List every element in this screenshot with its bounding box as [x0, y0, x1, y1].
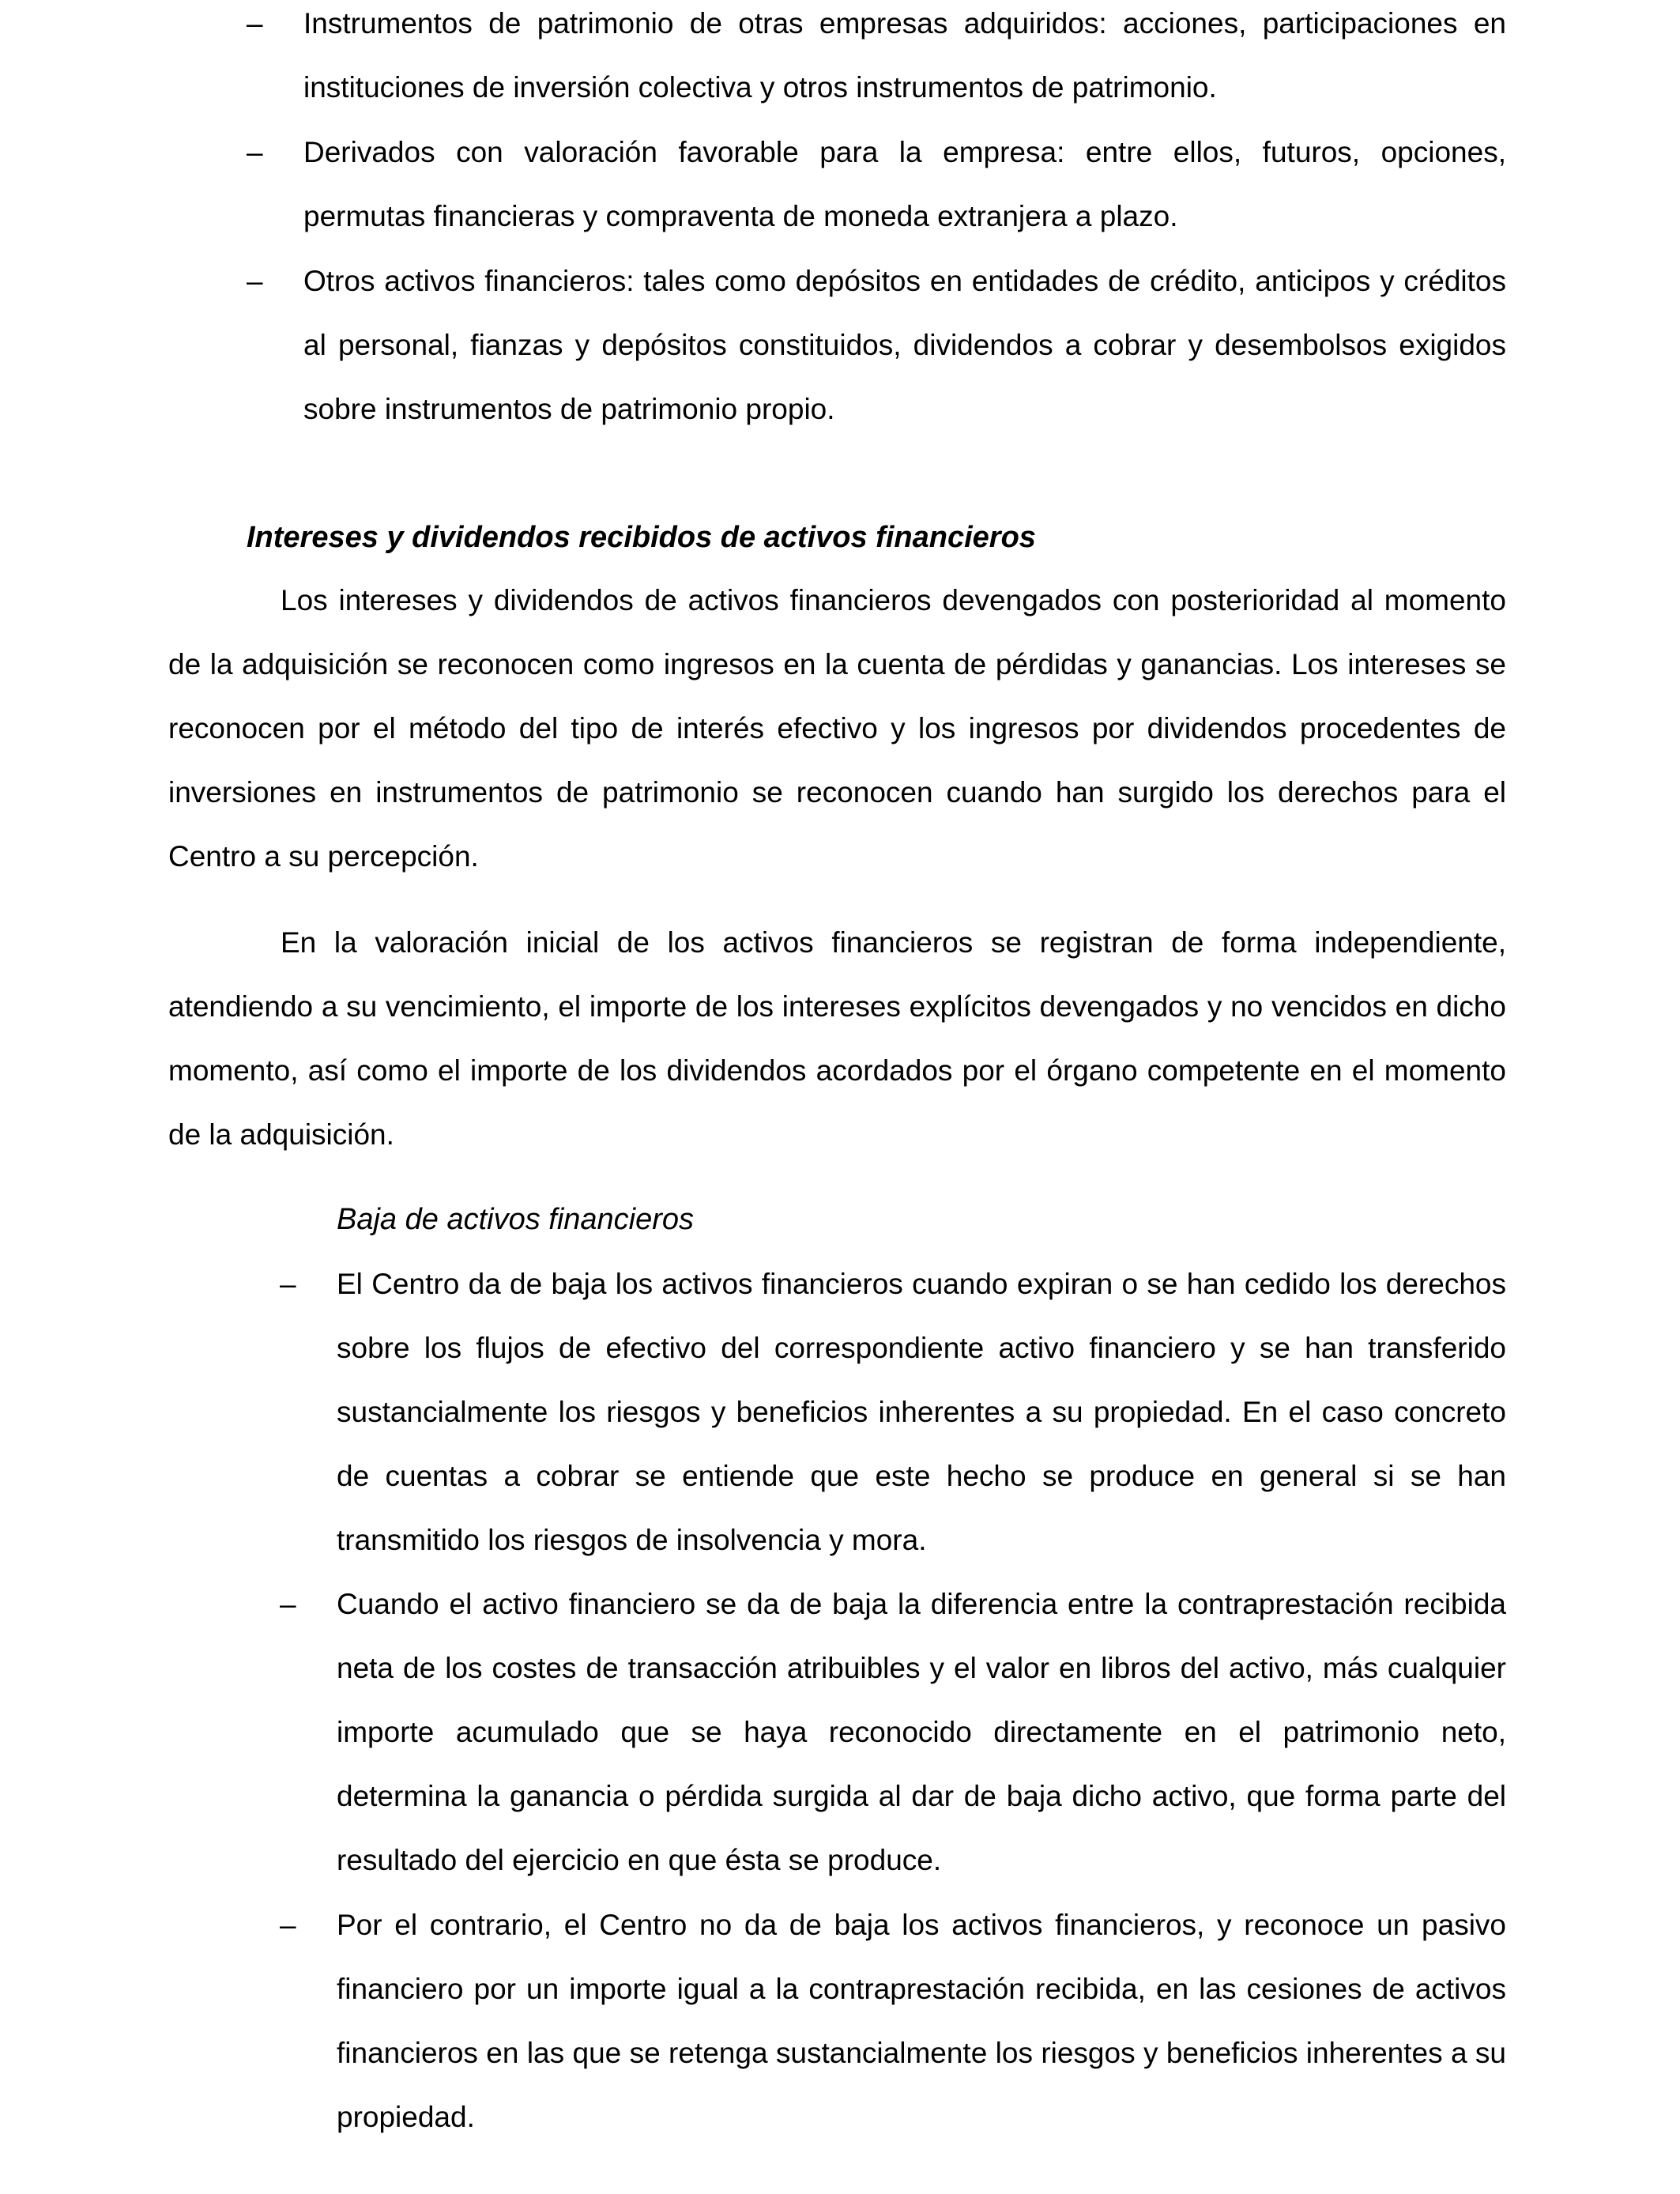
list-item-text: Cuando el activo financiero se da de baja la diferencia entre la contraprestación recibida neta de los costes de transacción atribuibles y el valor en libros del activo, más cualquier importe acumulado que se haya reconocido directamente en el patrimonio neto, determina la ganancia o pérdida surgida al dar de baja dicho activo, que forma parte del resultado del ejercicio en que ésta se produce. [337, 1588, 1506, 1876]
dash-marker: – [247, 7, 263, 40]
list-item-text: Por el contrario, el Centro no da de baja los activos financieros, y reconoce un pasivo financiero por un importe igual a la contraprestación recibida, en las cesiones de activos financieros en las que se retenga sustancialmente los riesgos y beneficios inherentes a su propiedad. [337, 1909, 1506, 2133]
list-item-text: Otros activos financieros: tales como depósitos en entidades de crédito, anticipos y créditos al personal, fianzas y depósitos constituidos, dividendos a cobrar y desembolsos exigidos sobre instrumentos de patrimonio propio. [303, 265, 1506, 425]
dash-marker: – [247, 136, 263, 168]
dash-marker: – [247, 265, 263, 297]
dash-marker: – [280, 1588, 296, 1620]
section-heading-interests: Intereses y dividendos recibidos de activos financieros [247, 521, 1036, 554]
paragraph-interests-recognition: Los intereses y dividendos de activos financieros devengados con posterioridad al momento de la adquisición se reconocen como ingresos en la cuenta de pérdidas y ganancias. Los intereses se reconocen por el método del tipo de interés efectivo y los ingresos por dividendos procedentes de inversiones en instrumentos de patrimonio se reconocen cuando han surgido los derechos para el Centro a su percepción. [168, 584, 1506, 873]
paragraph-initial-valuation: En la valoración inicial de los activos financieros se registran de forma independiente, atendiendo a su vencimiento, el importe de los intereses explícitos devengados y no vencidos en dicho momento, así como el importe de los dividendos acordados por el órgano competente en el momento de la adquisición. [168, 926, 1506, 1151]
list-item-text: El Centro da de baja los activos financieros cuando expiran o se han cedido los derechos sobre los flujos de efectivo del correspondiente activo financiero y se han transferido sustancialmente los riesgos y beneficios inherentes a su propiedad. En el caso concreto de cuentas a cobrar se entiende que este hecho se produce en general si se han transmitido los riesgos de insolvencia y mora. [337, 1268, 1506, 1556]
dash-marker: – [280, 1909, 296, 1941]
section-heading-derecognition: Baja de activos financieros [337, 1203, 695, 1236]
list-item-text: Instrumentos de patrimonio de otras empresas adquiridos: acciones, participaciones en instituciones de inversión colectiva y otros instrumentos de patrimonio. [303, 7, 1506, 104]
dash-marker: – [280, 1268, 296, 1300]
list-item-text: Derivados con valoración favorable para la empresa: entre ellos, futuros, opciones, permutas financieras y compraventa de moneda extranjera a plazo. [303, 136, 1506, 232]
